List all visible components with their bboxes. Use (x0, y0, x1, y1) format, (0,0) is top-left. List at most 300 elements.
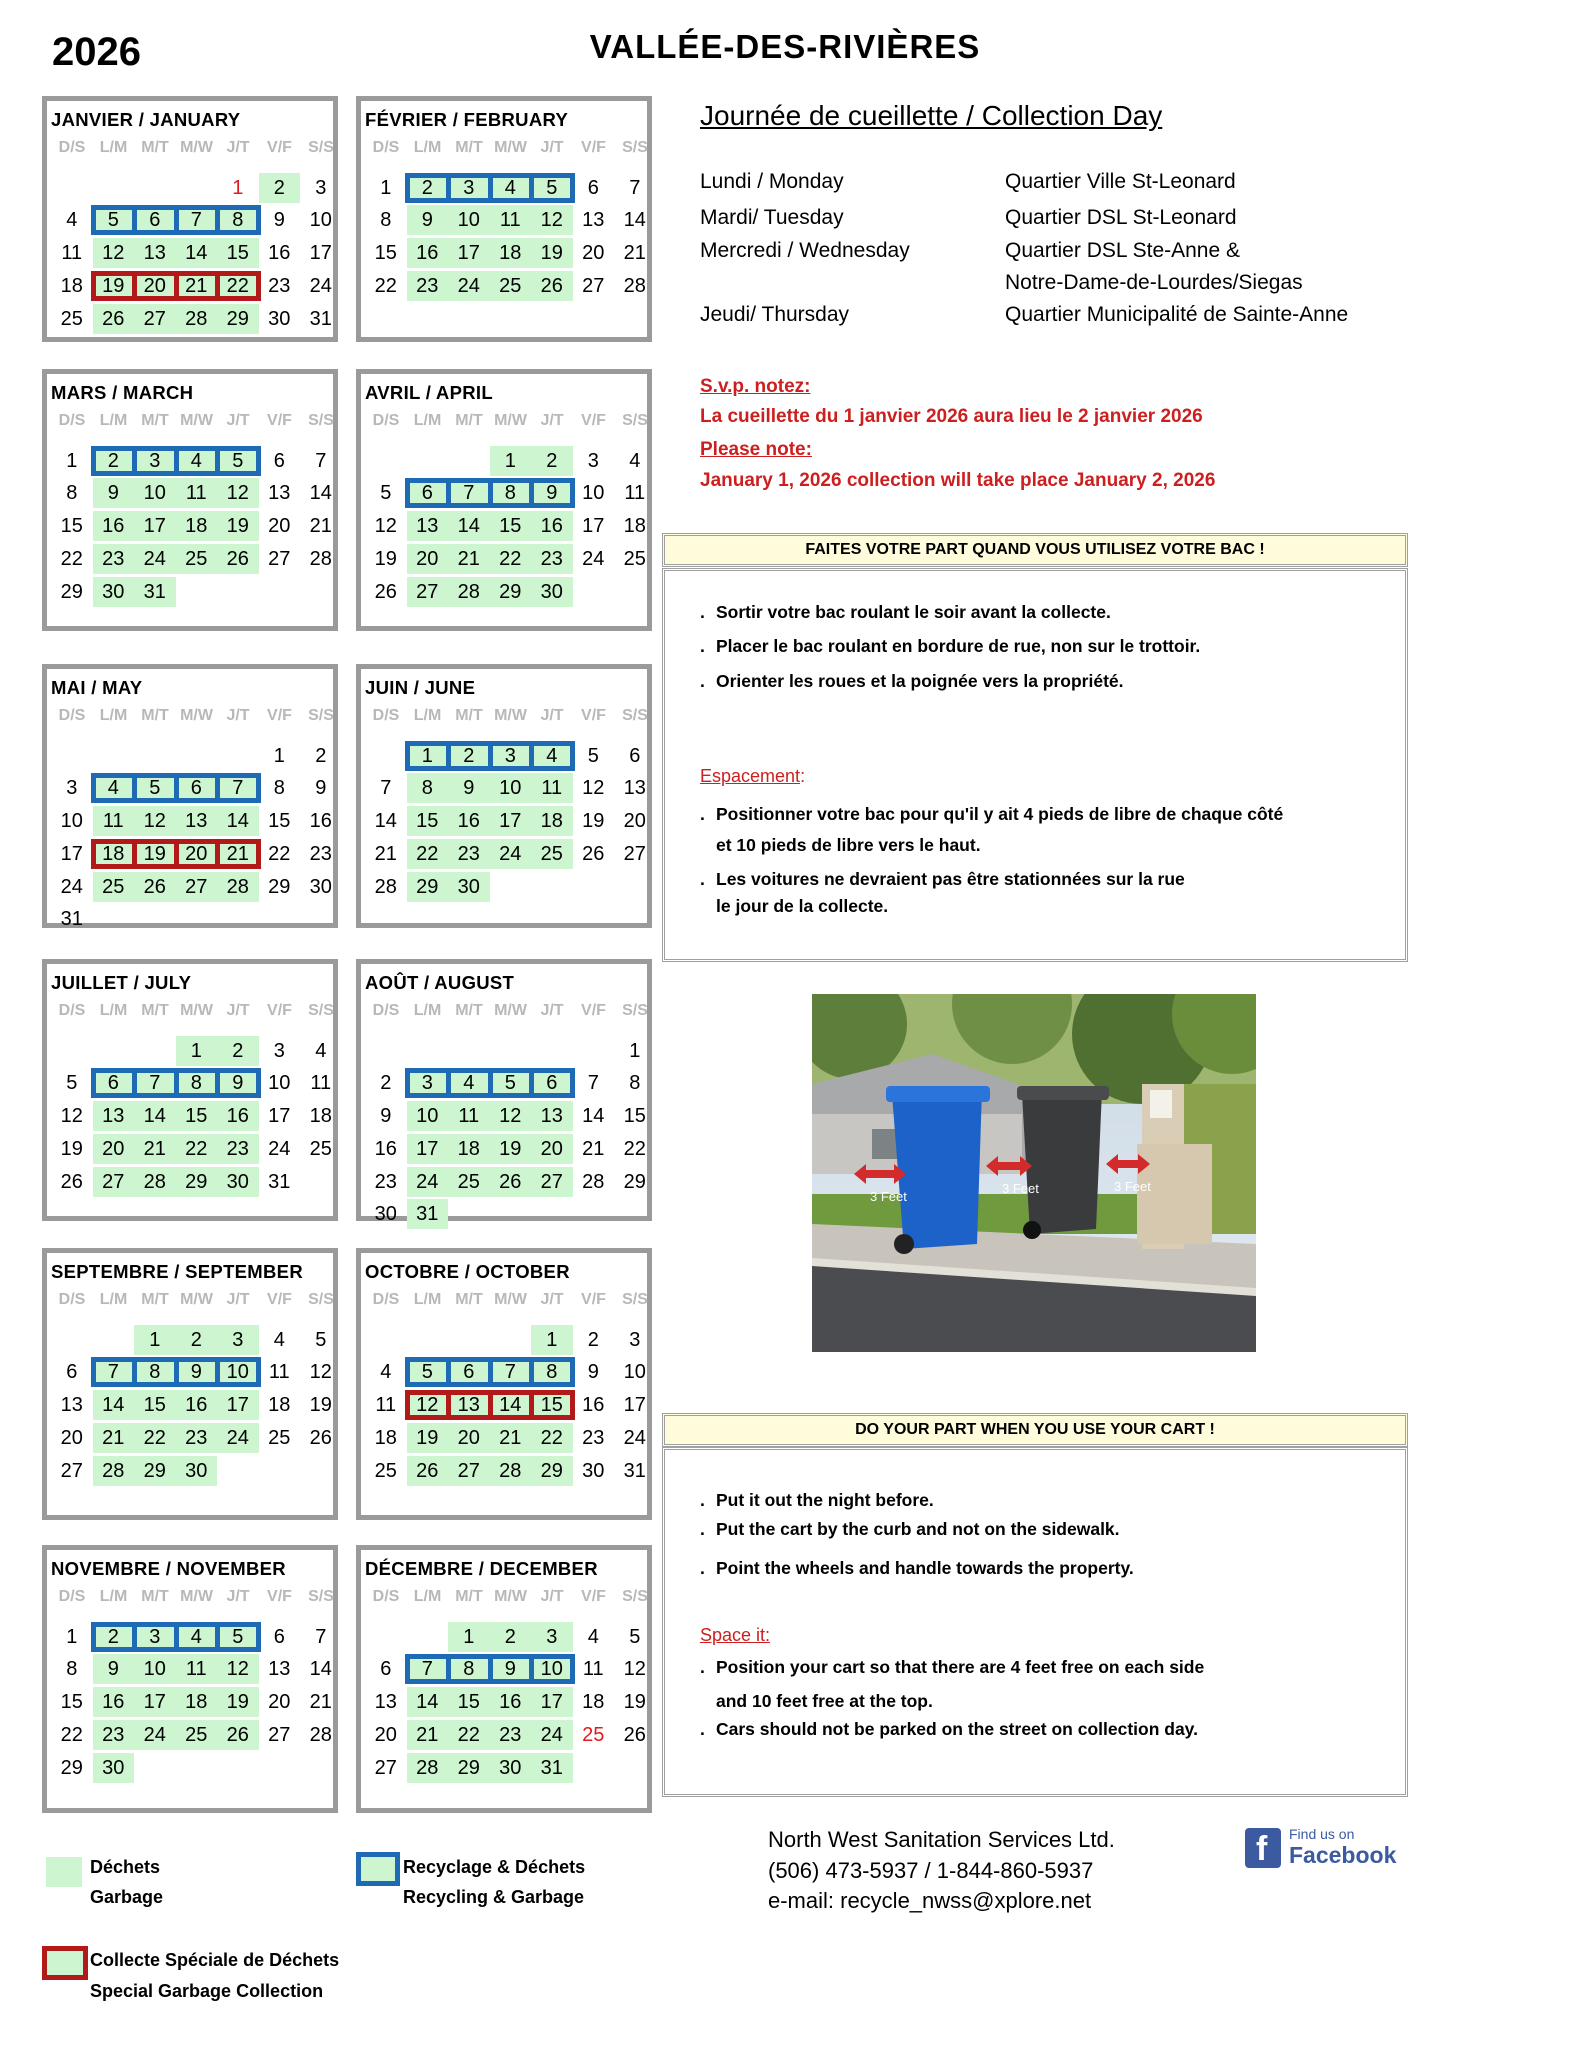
day-cell: 14 (448, 511, 490, 541)
day-cell: 5 (315, 1329, 327, 1351)
day-cell: 29 (531, 1456, 573, 1486)
legend-special-swatch (42, 1946, 88, 1980)
day-cell: 6 (93, 1068, 135, 1098)
day-cell: 14 (582, 1105, 605, 1127)
day-cell: 20 (582, 242, 605, 264)
day-cell: 7 (380, 777, 392, 799)
day-cell: 8 (134, 1357, 176, 1387)
weekday-header: M/T (141, 1291, 169, 1308)
day-cell: 15 (134, 1390, 176, 1420)
day-cell: 4 (315, 1040, 327, 1062)
day-cell: 22 (531, 1423, 573, 1453)
weekday-header: M/T (455, 707, 483, 724)
legend-special-en: Special Garbage Collection (90, 1981, 324, 2001)
weekday-header: M/W (494, 139, 527, 156)
day-cell: 23 (374, 1171, 397, 1193)
weekday-header: S/S (308, 1588, 334, 1605)
weekday-header: V/F (581, 1002, 606, 1019)
note-label-en: Please note: (700, 439, 812, 460)
day-cell: 24 (531, 1720, 573, 1750)
day-cell: 16 (93, 511, 135, 541)
day-cell: 18 (623, 515, 646, 537)
day-cell: 25 (268, 1427, 291, 1449)
weekday-header: M/W (494, 1002, 527, 1019)
day-cell: 1 (490, 446, 532, 476)
day-cell: 6 (134, 205, 176, 235)
weekday-header: D/S (372, 1002, 400, 1019)
legend-special-fr: Collecte Spéciale de Déchets (90, 1950, 340, 1970)
day-cell: 28 (582, 1171, 605, 1193)
day-cell: 26 (582, 843, 605, 865)
day-cell: 3 (134, 1622, 176, 1652)
day-cell: 29 (268, 876, 291, 898)
note-text-fr: La cueillette du 1 janvier 2026 aura lieu le 2 janvier 2026 (700, 406, 1203, 427)
day-cell: 21 (217, 839, 259, 869)
day-cell: 17 (407, 1134, 449, 1164)
weekday-header: D/S (58, 139, 86, 156)
weekday-header: D/S (58, 707, 86, 724)
day-cell: 18 (448, 1134, 490, 1164)
day-cell: 13 (60, 1394, 83, 1416)
day-cell: 4 (380, 1361, 392, 1383)
weekday-header: M/W (180, 139, 213, 156)
day-cell: 20 (407, 544, 449, 574)
day-cell: 10 (623, 1361, 646, 1383)
day-cell: 14 (309, 1658, 332, 1680)
day-cell: 5 (380, 482, 392, 504)
day-cell: 3 (587, 450, 599, 472)
en-space-label: Space it: (700, 1625, 771, 1645)
day-cell: 11 (624, 482, 646, 504)
weekday-header: S/S (308, 1002, 334, 1019)
month-calendar (42, 1248, 338, 1520)
company-email[interactable]: e-mail: recycle_nwss@xplore.net (768, 1888, 1092, 1913)
day-cell: 3 (273, 1040, 285, 1062)
day-cell: 30 (93, 1753, 135, 1783)
day-cell: 30 (217, 1167, 259, 1197)
day-cell: 30 (531, 577, 573, 607)
day-cell: 15 (60, 515, 83, 537)
day-cell: 22 (217, 271, 259, 301)
weekday-header: D/S (372, 707, 400, 724)
day-cell: 19 (217, 511, 259, 541)
day-cell: 18 (176, 511, 218, 541)
day-cell: 24 (134, 1720, 176, 1750)
weekday-header: M/W (180, 1002, 213, 1019)
day-cell: 8 (176, 1068, 218, 1098)
day-cell: 11 (448, 1101, 490, 1131)
legend-garbage-fr: Déchets (90, 1857, 161, 1877)
day-cell: 11 (531, 773, 573, 803)
day-cell: 14 (217, 806, 259, 836)
day-cell: 10 (60, 810, 83, 832)
day-cell: 5 (66, 1072, 78, 1094)
day-cell: 27 (448, 1456, 490, 1486)
day-cell: 25 (176, 544, 218, 574)
day-cell: 17 (268, 1105, 291, 1127)
day-cell: 11 (93, 806, 135, 836)
day-cell: 21 (582, 1138, 605, 1160)
weekday-header: J/T (540, 1291, 564, 1308)
weekday-header: M/W (180, 1588, 213, 1605)
month-name: JUILLET / JULY (51, 972, 192, 993)
day-cell: 1 (66, 1626, 78, 1648)
day-cell: 29 (60, 581, 83, 603)
day-cell: 28 (134, 1167, 176, 1197)
day-cell: 28 (623, 275, 646, 297)
day-cell: 29 (176, 1167, 218, 1197)
day-cell: 1 (380, 177, 392, 199)
weekday-header: J/T (226, 707, 250, 724)
day-cell: 17 (490, 806, 532, 836)
day-cell: 26 (531, 271, 573, 301)
day-cell: 26 (309, 1427, 332, 1449)
day-cell: 23 (176, 1423, 218, 1453)
day-cell: 2 (93, 1622, 135, 1652)
weekday-header: S/S (622, 1002, 648, 1019)
day-cell: 9 (531, 478, 573, 508)
day-cell: 22 (448, 1720, 490, 1750)
month-calendar (42, 1545, 338, 1813)
day-cell: 29 (407, 872, 449, 902)
day-cell: 7 (176, 205, 218, 235)
day-cell: 16 (268, 242, 291, 264)
day-cell: 29 (490, 577, 532, 607)
day-cell: 19 (134, 839, 176, 869)
weekday-header: J/T (540, 412, 564, 429)
weekday-header: M/T (455, 412, 483, 429)
day-cell: 19 (93, 271, 135, 301)
day-cell: 21 (448, 544, 490, 574)
day-cell: 10 (309, 209, 332, 231)
day-cell: 13 (93, 1101, 135, 1131)
day-cell: 23 (407, 271, 449, 301)
day-cell: 27 (623, 843, 646, 865)
weekday-header: J/T (540, 139, 564, 156)
weekday-header: D/S (372, 139, 400, 156)
day-cell: 15 (531, 1390, 573, 1420)
day-cell: 22 (623, 1138, 646, 1160)
day-cell: 22 (134, 1423, 176, 1453)
weekday-header: L/M (99, 139, 128, 156)
day-cell: 1 (629, 1040, 641, 1062)
weekday-header: L/M (413, 1002, 442, 1019)
day-cell: 6 (629, 745, 641, 767)
day-cell: 2 (407, 173, 449, 203)
day-cell: 31 (268, 1171, 291, 1193)
day-cell: 23 (582, 1427, 605, 1449)
day-cell: 4 (587, 1626, 599, 1648)
day-cell: 18 (531, 806, 573, 836)
day-cell: 27 (531, 1167, 573, 1197)
day-cell: 19 (623, 1691, 646, 1713)
day-cell: 28 (93, 1456, 135, 1486)
weekday-header: V/F (267, 1588, 292, 1605)
day-cell: 17 (309, 242, 332, 264)
weekday-header: D/S (58, 1588, 86, 1605)
weekday-header: J/T (540, 1588, 564, 1605)
weekday-header: M/T (455, 1588, 483, 1605)
weekday-header: D/S (372, 1291, 400, 1308)
day-cell: 31 (60, 908, 83, 930)
weekday-header: L/M (99, 707, 128, 724)
day-cell: 30 (374, 1203, 397, 1225)
day-cell: 1 (407, 741, 449, 771)
day-cell: 13 (268, 482, 291, 504)
day-cell: 2 (531, 446, 573, 476)
en-box-heading: DO YOUR PART WHEN YOU USE YOUR CART ! (662, 1413, 1408, 1447)
weekday-header: V/F (267, 1002, 292, 1019)
day-cell: 1 (134, 1325, 176, 1355)
photo-label: 3 Feet (1002, 1181, 1039, 1196)
day-cell: 1 (273, 745, 285, 767)
day-cell: 5 (490, 1068, 532, 1098)
day-cell: 5 (217, 446, 259, 476)
day-cell: 14 (623, 209, 646, 231)
weekday-header: S/S (308, 139, 334, 156)
company-name: North West Sanitation Services Ltd. (768, 1827, 1115, 1852)
day-cell: 16 (176, 1390, 218, 1420)
fr-space-label: Espacement: (700, 766, 806, 786)
day-cell: 1 (232, 177, 244, 199)
month-calendar (356, 1545, 652, 1813)
weekday-header: M/T (455, 1002, 483, 1019)
weekday-header: S/S (622, 412, 648, 429)
facebook-line2: Facebook (1289, 1842, 1397, 1868)
day-cell: 11 (61, 242, 83, 264)
day-cell: 13 (531, 1101, 573, 1131)
day-cell: 19 (582, 810, 605, 832)
weekday-header: D/S (58, 412, 86, 429)
day-cell: 30 (448, 872, 490, 902)
weekday-header: S/S (622, 707, 648, 724)
day-cell: 27 (582, 275, 605, 297)
day-cell: 10 (134, 478, 176, 508)
day-cell: 26 (217, 1720, 259, 1750)
day-cell: 26 (623, 1724, 646, 1746)
day-cell: 2 (93, 446, 135, 476)
day-cell: 23 (448, 839, 490, 869)
carts-photo (812, 994, 1256, 1352)
day-cell: 28 (217, 872, 259, 902)
day-cell: 27 (268, 1724, 291, 1746)
day-cell: 8 (531, 1357, 573, 1387)
day-cell: 9 (490, 1654, 532, 1684)
weekday-header: M/W (180, 707, 213, 724)
day-cell: 3 (629, 1329, 641, 1351)
day-cell: 23 (217, 1134, 259, 1164)
facebook-icon: f (1245, 1828, 1281, 1868)
weekday-header: M/T (455, 139, 483, 156)
day-cell: 24 (134, 544, 176, 574)
day-cell: 21 (309, 1691, 332, 1713)
day-cell: 27 (176, 872, 218, 902)
day-cell: 8 (217, 205, 259, 235)
day-cell: 13 (582, 209, 605, 231)
day-cell: 9 (93, 478, 135, 508)
day-cell: 15 (623, 1105, 646, 1127)
day-cell: 12 (407, 1390, 449, 1420)
day-cell: 3 (448, 173, 490, 203)
legend-recycling-fr: Recyclage & Déchets (403, 1857, 586, 1877)
month-calendar (356, 96, 652, 342)
month-calendar (42, 96, 338, 342)
day-cell: 25 (582, 1724, 605, 1746)
month-name: FÉVRIER / FEBRUARY (365, 109, 569, 130)
legend-recycling-swatch (356, 1852, 400, 1886)
weekday-header: M/W (494, 1588, 527, 1605)
weekday-header: V/F (267, 412, 292, 429)
weekday-header: L/M (413, 412, 442, 429)
day-cell: 24 (490, 839, 532, 869)
weekday-header: M/W (494, 707, 527, 724)
day-cell: 4 (531, 741, 573, 771)
day-cell: 10 (490, 773, 532, 803)
day-cell: 8 (629, 1072, 641, 1094)
month-name: OCTOBRE / OCTOBER (365, 1261, 570, 1282)
day-cell: 18 (309, 1105, 332, 1127)
day-cell: 28 (374, 876, 397, 898)
day-cell: 8 (66, 482, 78, 504)
day-cell: 6 (380, 1658, 392, 1680)
day-cell: 31 (407, 1199, 449, 1229)
collection-day: Jeudi/ Thursday (700, 303, 850, 326)
weekday-header: S/S (308, 707, 334, 724)
day-cell: 21 (93, 1423, 135, 1453)
weekday-header: S/S (308, 1291, 334, 1308)
day-cell: 31 (531, 1753, 573, 1783)
weekday-header: M/T (455, 1291, 483, 1308)
day-cell: 19 (407, 1423, 449, 1453)
day-cell: 25 (448, 1167, 490, 1197)
day-cell: 17 (623, 1394, 646, 1416)
day-cell: 7 (490, 1357, 532, 1387)
weekday-header: V/F (581, 412, 606, 429)
weekday-header: V/F (581, 139, 606, 156)
weekday-header: L/M (99, 1291, 128, 1308)
day-cell: 19 (60, 1138, 83, 1160)
month-calendar (356, 959, 652, 1225)
day-cell: 20 (93, 1134, 135, 1164)
day-cell: 1 (531, 1325, 573, 1355)
day-cell: 25 (176, 1720, 218, 1750)
day-cell: 16 (217, 1101, 259, 1131)
day-cell: 23 (93, 544, 135, 574)
day-cell: 11 (176, 478, 218, 508)
day-cell: 20 (268, 515, 291, 537)
day-cell: 1 (448, 1622, 490, 1652)
day-cell: 4 (93, 773, 135, 803)
day-cell: 28 (176, 304, 218, 334)
weekday-header: J/T (540, 1002, 564, 1019)
weekday-header: J/T (540, 707, 564, 724)
day-cell: 8 (490, 478, 532, 508)
day-cell: 21 (176, 271, 218, 301)
day-cell: 12 (490, 1101, 532, 1131)
day-cell: 20 (448, 1423, 490, 1453)
day-cell: 9 (407, 205, 449, 235)
day-cell: 25 (490, 271, 532, 301)
weekday-header: M/T (141, 1002, 169, 1019)
weekday-header: M/T (141, 412, 169, 429)
day-cell: 8 (66, 1658, 78, 1680)
day-cell: 7 (587, 1072, 599, 1094)
day-cell: 10 (217, 1357, 259, 1387)
day-cell: 25 (309, 1138, 332, 1160)
collection-day: Mercredi / Wednesday (700, 239, 910, 262)
day-cell: 9 (273, 209, 285, 231)
day-cell: 7 (629, 177, 641, 199)
weekday-header: D/S (58, 1291, 86, 1308)
weekday-header: V/F (267, 1291, 292, 1308)
day-cell: 5 (587, 745, 599, 767)
day-cell: 15 (448, 1687, 490, 1717)
day-cell: 24 (268, 1138, 291, 1160)
day-cell: 30 (309, 876, 332, 898)
day-cell: 9 (315, 777, 327, 799)
day-cell: 19 (490, 1134, 532, 1164)
day-cell: 17 (134, 511, 176, 541)
photo-label: 3 Feet (1114, 1179, 1151, 1194)
day-cell: 20 (134, 271, 176, 301)
day-cell: 12 (374, 515, 397, 537)
weekday-header: L/M (413, 1588, 442, 1605)
weekday-header: L/M (413, 707, 442, 724)
note-text-en: January 1, 2026 collection will take place January 2, 2026 (700, 470, 1216, 491)
day-cell: 11 (375, 1394, 397, 1416)
day-cell: 20 (374, 1724, 397, 1746)
month-name: JANVIER / JANUARY (51, 109, 241, 130)
weekday-header: L/M (413, 139, 442, 156)
day-cell: 11 (176, 1654, 218, 1684)
day-cell: 4 (176, 1622, 218, 1652)
day-cell: 16 (531, 511, 573, 541)
note-label-fr: S.v.p. notez: (700, 376, 811, 397)
weekday-header: L/M (413, 1291, 442, 1308)
day-cell: 1 (176, 1036, 218, 1066)
month-calendar (356, 664, 652, 928)
day-cell: 28 (448, 577, 490, 607)
day-cell: 18 (374, 1427, 397, 1449)
day-cell: 2 (448, 741, 490, 771)
day-cell: 11 (268, 1361, 290, 1383)
day-cell: 15 (407, 806, 449, 836)
day-cell: 15 (176, 1101, 218, 1131)
day-cell: 17 (60, 843, 83, 865)
day-cell: 17 (582, 515, 605, 537)
collection-day: Mardi/ Tuesday (700, 206, 844, 229)
collection-zone: Quartier Municipalité de Sainte-Anne (1005, 303, 1349, 326)
day-cell: 19 (217, 1687, 259, 1717)
day-cell: 3 (315, 177, 327, 199)
day-cell: 6 (66, 1361, 78, 1383)
day-cell: 26 (407, 1456, 449, 1486)
day-cell: 8 (380, 209, 392, 231)
day-cell: 12 (60, 1105, 83, 1127)
day-cell: 20 (60, 1427, 83, 1449)
day-cell: 2 (176, 1325, 218, 1355)
day-cell: 22 (60, 1724, 83, 1746)
day-cell: 3 (217, 1325, 259, 1355)
year: 2026 (52, 30, 141, 74)
day-cell: 6 (273, 450, 285, 472)
day-cell: 25 (60, 308, 83, 330)
month-calendar (356, 1248, 652, 1520)
weekday-header: V/F (267, 707, 292, 724)
day-cell: 21 (407, 1720, 449, 1750)
day-cell: 4 (273, 1329, 285, 1351)
facebook-badge[interactable] (1245, 1824, 1395, 1872)
